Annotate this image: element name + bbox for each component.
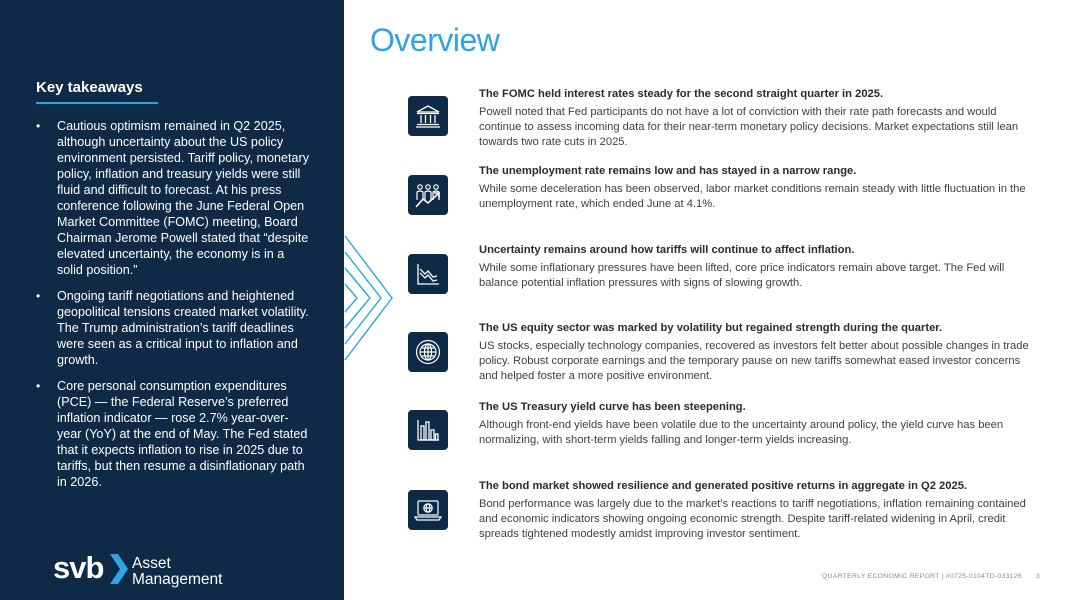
takeaway-item: • Ongoing tariff negotiations and heightened geopolitical tensions created market volatility. The Trump administration’s tariff deadlines were seen as a critical input to inflation and growth. xyxy=(36,288,312,368)
logo-text xyxy=(132,556,252,588)
declining-chart-icon xyxy=(408,254,448,294)
item-body: While some deceleration has been observed, labor market conditions remain steady with little fluctuation in the unemployment rate, which ended June at 4.1%. xyxy=(479,183,1026,210)
heading-underline xyxy=(36,102,158,104)
report-label: QUARTERLY ECONOMIC REPORT | #0725-0104TD-033126 xyxy=(821,573,1022,580)
decorative-chevrons xyxy=(343,228,399,368)
workforce-trend-icon xyxy=(408,175,448,215)
item-heading: The bond market showed resilience and generated positive returns in aggregate in Q2 2025. xyxy=(479,480,968,492)
overview-item xyxy=(479,164,1039,212)
item-heading: Uncertainty remains around how tariffs will continue to affect inflation. xyxy=(479,244,855,256)
laptop-globe-icon xyxy=(408,490,448,530)
bar-chart-icon xyxy=(408,410,448,450)
item-heading: The FOMC held interest rates steady for the second straight quarter in 2025. xyxy=(479,88,884,100)
overview-item xyxy=(479,400,1039,448)
logo-brand: svb xyxy=(53,550,104,585)
item-heading: The unemployment rate remains low and has stayed in a narrow range. xyxy=(479,165,857,177)
item-body: US stocks, especially technology companies, recovered as investors felt better about possible changes in trade policy. Robust corporate earnings and the temporary pause on new tariffs somewhat eased investor concerns and helped foster a more positive environment. xyxy=(479,340,1029,382)
overview-item xyxy=(479,321,1039,384)
item-body: While some inflationary pressures have been lifted, core price indicators remain above target. The Fed will balance potential inflation pressures with signs of slowing growth. xyxy=(479,262,1005,289)
logo-line-1: Asset xyxy=(132,555,171,572)
page-title: Overview xyxy=(370,22,500,58)
item-body: Bond performance was largely due to the market’s reactions to tariff negotiations, inflation remaining contained and economic indicators showing ongoing economic strength. Despite tariff-related widening in April, credit spreads tightened modestly amidst improving investor sentiment. xyxy=(479,498,1026,540)
item-heading: The US Treasury yield curve has been steepening. xyxy=(479,401,746,413)
overview-item xyxy=(479,87,1039,150)
item-body: Although front-end yields have been volatile due to the uncertainty around policy, the yield curve has been normalizing, with short-term yields falling and longer-term yields increasing. xyxy=(479,419,1004,446)
key-takeaways-panel xyxy=(0,0,344,600)
overview-item xyxy=(479,479,1039,542)
overview-item xyxy=(479,243,1039,291)
item-body: Powell noted that Fed participants do not have a lot of conviction with their rate path forecasts and would continue to assess incoming data for their near-term monetary policy decisions. Market expectations still lean towards two rate cuts in 2025. xyxy=(479,106,1019,148)
page-number: 3 xyxy=(1035,573,1040,580)
item-heading: The US equity sector was marked by volatility but regained strength during the quarter. xyxy=(479,322,943,334)
takeaway-item: • Cautious optimism remained in Q2 2025, although uncertainty about the US policy environment persisted. Tariff policy, monetary policy, inflation and treasury yields were still fluid and difficult to forecast. At his press conference following the June Federal Open Market Committee (FOMC) meeting, Board Chairman Jerome Powell stated that “despite elevated uncertainty, the economy is in a solid position.” xyxy=(36,118,312,278)
globe-icon xyxy=(408,332,448,372)
footer xyxy=(822,573,1040,580)
bank-icon xyxy=(408,96,448,136)
key-takeaways-heading: Key takeaways xyxy=(36,79,143,96)
logo-line-2: Management xyxy=(132,571,223,588)
takeaway-item: • Core personal consumption expenditures (PCE) — the Federal Reserve’s preferred inflation indicator — rose 2.7% year-over-year (YoY) at the end of May. The Fed stated that it expects inflation to rise in 2025 due to tariffs, but then resume a disinflationary path in 2026. xyxy=(36,378,312,490)
logo-chevron-icon xyxy=(109,554,129,584)
takeaways-list xyxy=(36,118,312,500)
